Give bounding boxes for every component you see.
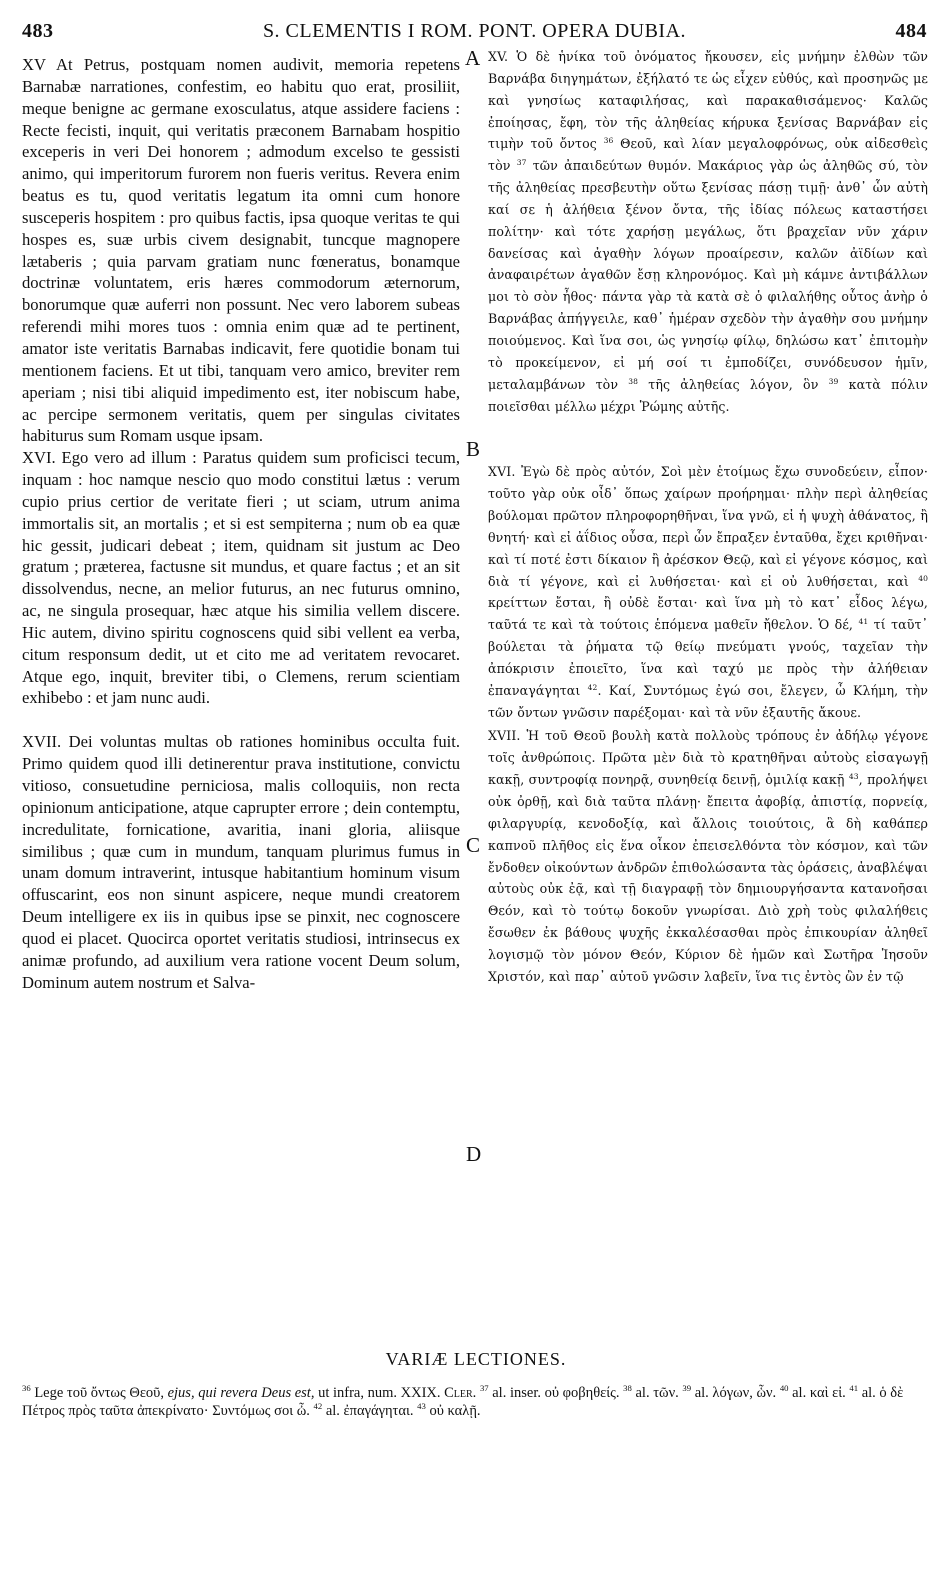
margin-letter-c: C [466, 833, 481, 857]
latin-section-xv: XV At Petrus, postquam nomen audivit, memoria repetens Barnabæ narrationes, confestim, eo habitu quo erat, prosiliit, meque benigne ac germane exosculatus, atque assidere faciens : Recte fecisti, inquit, qui veritatis præconem Barnabam hospitio exceperis in veri Dei honorem ; admodum excelso te gessisti animo, qui imperitorum furorem non fueris veritus. Revera enim beatus es tu, quod veritatis legatum ita omni cum honore susceperis hospitem : pro quibus factis, ipsa quoque veritas te qui hospes es, suæ urbis civem designabit, tuncque magnopere lætaberis ; quia parvam gratiam nunc fœneratus, bonamque doctrinæ voluntatem, eris hæres commodorum æternorum, bonorumque quæ auferri non possunt. Nec vero laborem subeas referendi mihi mores tuos : omnia enim quæ ad te pertinent, amator iste veritatis Barnabas indicavit, fere quotidie bonam tui mentionem faciens. Et ut tibi, tanquam vero amico, breviter rem aperiam ; nisi tibi aliquid impedimento est, iter nobiscum habe, ac percipe sermonem veritatis, quem per singulas civitates habiturus sum Romam usque ipsam. [22, 55, 460, 446]
note-ref-43: 43 [848, 771, 859, 781]
variae-lectiones-title: VARIÆ LECTIONES. [385, 1349, 567, 1369]
note-ref-36: 36 [603, 136, 614, 146]
margin-letter-a: A [465, 46, 481, 70]
page-number-right: 484 [895, 20, 927, 42]
latin-column [22, 54, 460, 993]
note-ref-40: 40 [918, 573, 928, 583]
margin-letter-b: B [466, 437, 481, 461]
note-ref-38: 38 [628, 376, 639, 386]
page-header [22, 14, 927, 46]
latin-section-xvii: XVII. Dei voluntas multas ob rationes hominibus occulta fuit. Primo quidem quod illi detinerentur prava institutione, convictu vitioso, consuetudine perniciosa, malis colloquiis, non recta opinionum anticipatione, atque caprupter errore ; dein contemptu, incredulitate, fornicatione, avaritia, inani gloria, aliisque similibus ; quæ cum in mundum, tanquam plurimus fumus in unam domum intraverint, intusque habitantium hominum visum offuscarint, eos non sinunt aspicere, neque mundi creatorem Deum intelligere ex iis in quibus ipse se pinxit, nec cognoscere quod ei placet. Quocirca oportet veritatis studiosi, intrinsecus ex animæ profundo, ad auxilium vera ratione vocent Deum solum, Dominum autem nostrum et Salva- [22, 732, 460, 992]
greek-section-xv: XV. Ὁ δὲ ἡνίκα τοῦ ὀνόματος ἤκουσεν, εἰς μνήμην ἐλθὼν τῶν Βαρνάβα διηγημάτων, ἐξήλατό τε ὡς εἶχεν εὐθύς, καὶ προσηνῶς με καὶ γνησίως καταφιλήσας, καὶ παρακαθισάμενος· Καλῶς ἐποίησας, ἔφη, τὸν τῆς ἀληθείας κήρυκα ξενίσας Βαρνάβαν εἰς τιμὴν τοῦ ὄντος $^{36}$ Θεοῦ, καὶ λίαν μεγαλοφρόνως, οὐκ αἰδεσθεὶς τὸν $^{37}$ τῶν ἀπαιδεύτων θυμόν. Μακάριος γὰρ ὡς ἀληθῶς σύ, τὸν τῆς ἀληθείας πρεσβευτὴν οὕτω ξενίσας πάσῃ τιμῇ· ἀνθ᾽ ὧν αὐτὴ καί σε ἡ ἀλήθεια ξένον ὄντα, τῆς ἰδίας πόλεως καταστήσει πολίτην· καὶ τότε χαρήσῃ μεγάλως, ὅτι βραχεῖαν νῦν χάριν δανείσας καὶ ἀγαθὴν λόγων προαίρεσιν, καλῶν ἀϊδίων καὶ ἀναφαιρέτων ἀγαθῶν ἔσῃ κληρονόμος. Καὶ μὴ κάμνε ἀντιβάλλων μοι τὸ σὸν ἦθος· πάντα γὰρ τὰ κατὰ σὲ ὁ φιλαλήθης οὗτος ἀνὴρ ὁ Βαρνάβας ἀπήγγειλε, καθ᾽ ἡμέραν σχεδὸν τὴν ἀγαθὴν σου μνήμην ποιούμενος. Καὶ ἵνα σοι, ὡς γνησίῳ φίλῳ, δηλώσω κατ᾽ ἐπιτομὴν τὸ προκείμενον, εἰ μή σοί τι ἐμποδίζει, συνόδευσον ἡμῖν, μεταλαμβάνων τὸν $^{38}$ τῆς ἀληθείας λόγον, ὃν $^{39}$ κατὰ πόλιν ποιεῖσθαι μέλλω μέχρι Ῥώμης αὐτῆς. [488, 49, 929, 414]
note-ref-41: 41 [858, 617, 869, 627]
page-number-left: 483 [22, 20, 54, 42]
greek-section-xvi: XVI. Ἐγὼ δὲ πρὸς αὐτόν, Σοὶ μὲν ἑτοίμως ἔχω συνοδεύειν, εἶπον· τοῦτο γὰρ οὐκ οἶδ᾽ ὅπως χαίρων προήρημαι· πλὴν περὶ ἀληθείας βούλομαι πρῶτον πληροφορηθῆναι, ἵνα γνῶ, εἰ ἡ ψυχὴ ἀθάνατος, ἢ θνητή· καὶ εἰ ἀΐδιος οὖσα, περὶ ὧν ἔπραξεν ἐνταῦθα, ἔχει κριθῆναι· καὶ τί ποτέ ἐστι δίκαιον ἢ ἀρέσκον Θεῷ, καὶ εἰ γέγονε κόσμος, καὶ διὰ τί γέγονε, καὶ εἰ λυθήσεται· καὶ εἰ οὐ λυθήσεται, καὶ $^{40}$ κρείττων ἔσται, ἢ οὐδὲ ἔσται· καὶ ἵνα μὴ τὸ κατ᾽ εἶδος λέγω, ταῦτά τε καὶ τὰ τούτοις ἑπόμενα μαθεῖν ἤθελον. Ὁ δέ, $^{41}$ τί ταῦτ᾽ βούλεται τὰ ῥήματα τῷ θείῳ πνεύματι γνούς, ταχεῖαν τὴν ἀπόκρισιν ἐποιεῖτο, ἵνα καὶ ταχύ με πρὸς τὴν ἀλήθειαν ἐπαναγάγηται $^{42}$. Καί, Συντόμως ἐγώ σοι, ἔλεγεν, ὦ Κλήμη, τὴν τῶν ὄντων γνῶσιν παρέξομαι· καὶ τὰ νῦν ἐξαυτῆς ἄκουε. [488, 464, 929, 720]
running-title: S. CLEMENTIS I ROM. PONT. OPERA DUBIA. [262, 20, 687, 42]
greek-section-xvii: XVII. Ἡ τοῦ Θεοῦ βουλὴ κατὰ πολλοὺς τρόπους ἐν ἀδήλῳ γέγονε τοῖς ἀνθρώποις. Πρῶτα μὲν διὰ τὸ κρατηθῆναι αὐτοὺς εἰσαγωγῇ κακῇ, συντροφίᾳ πονηρᾷ, συνηθείᾳ δεινῇ, ὁμιλίᾳ κακῇ $^{43}$, προλήψει οὐκ ὀρθῇ, καὶ διὰ ταῦτα πλάνῃ· ἔπειτα ἀφοβίᾳ, ἀπιστίᾳ, πορνείᾳ, φιλαργυρίᾳ, κενοδοξίᾳ, καὶ ἄλλοις τοιούτοις, ἃ δὴ καθάπερ καπνοῦ πλῆθος εἰς ἕνα οἶκον ἐπεισελθόντα τὸν κόσμον, καὶ τῶν ἔνδοθεν οἰκούντων ἀνδρῶν ἐπιθολώσαντα τὰς ὁράσεις, ἀναβλέψαι αὐτοὺς οὐκ ἐᾷ, καὶ τῇ διαγραφῇ τὸν δημιουργήσαντα κατανοῆσαι Θεόν, καὶ τὸ τούτῳ δοκοῦν γνωρίσαι. Διὸ χρὴ τοὺς φιλαλήθεις ἔσωθεν ἐκ βάθους ψυχῆς ἐκκαλέσασθαι πρὸς ἐπικουρίαν ἀληθεῖ λογισμῷ τὸν μόνον Θεόν, Κύριον δὲ ἡμῶν καὶ Σωτῆρα Ἰησοῦν Χριστόν, καὶ παρ᾽ αὐτοῦ γνῶσιν λαβεῖν, ἵνα τις ἐντὸς ὢν ἐν τῷ [488, 728, 928, 984]
margin-letter-d: D [466, 1142, 482, 1166]
note-ref-42: 42 [587, 682, 598, 692]
variae-lectiones-notes: $^{36}$ Lege τοῦ ὄντως Θεοῦ, ejus, qui revera Deus est, ut infra, num. XXIX. Cler. $^{37}$ al. inser. οὐ φοβηθείς. $^{38}$ al. τῶν. $^{39}$ al. λόγων, ὧν. $^{40}$ al. καὶ εἰ. $^{41}$ al. ὁ δὲ Πέτρος πρὸς ταῦτα ἀπεκρίνατο· Συντόμως σοι ὦ. $^{42}$ al. ἐπαγάγηται. $^{43}$ οὐ καλῇ. [22, 1383, 904, 1419]
note-ref-37: 37 [516, 158, 527, 168]
latin-section-xvi: XVI. Ego vero ad illum : Paratus quidem sum proficisci tecum, inquam : hoc namque nescio quo modo constitui lætus : verum cupio prius certior de veritate fieri ; ut sciam, utrum anima immortalis sit, an mortalis ; et si est sempiterna ; num ob ea quæ hic gessit, judicari debeat ; item, quidnam sit justum ac Deo gratum ; præterea, factusne sit mundus, et quare factus ; et an sit dissolvendus, necne, an melior futurus, an nec futurus omnino, ac, ne singula prosequar, hæc atque his similia vellem discere. Hic autem, divino spiritu cognoscens quid sibi vellent ea verba, citum responsum dedit, ut et cito me ad veritatem revocaret. Atque ego, inquit, breviter tibi, o Clemens, rerum scientiam exhibebo : et jam nunc audi. [22, 448, 460, 708]
note-ref-39: 39 [828, 376, 839, 386]
greek-column [488, 46, 928, 988]
